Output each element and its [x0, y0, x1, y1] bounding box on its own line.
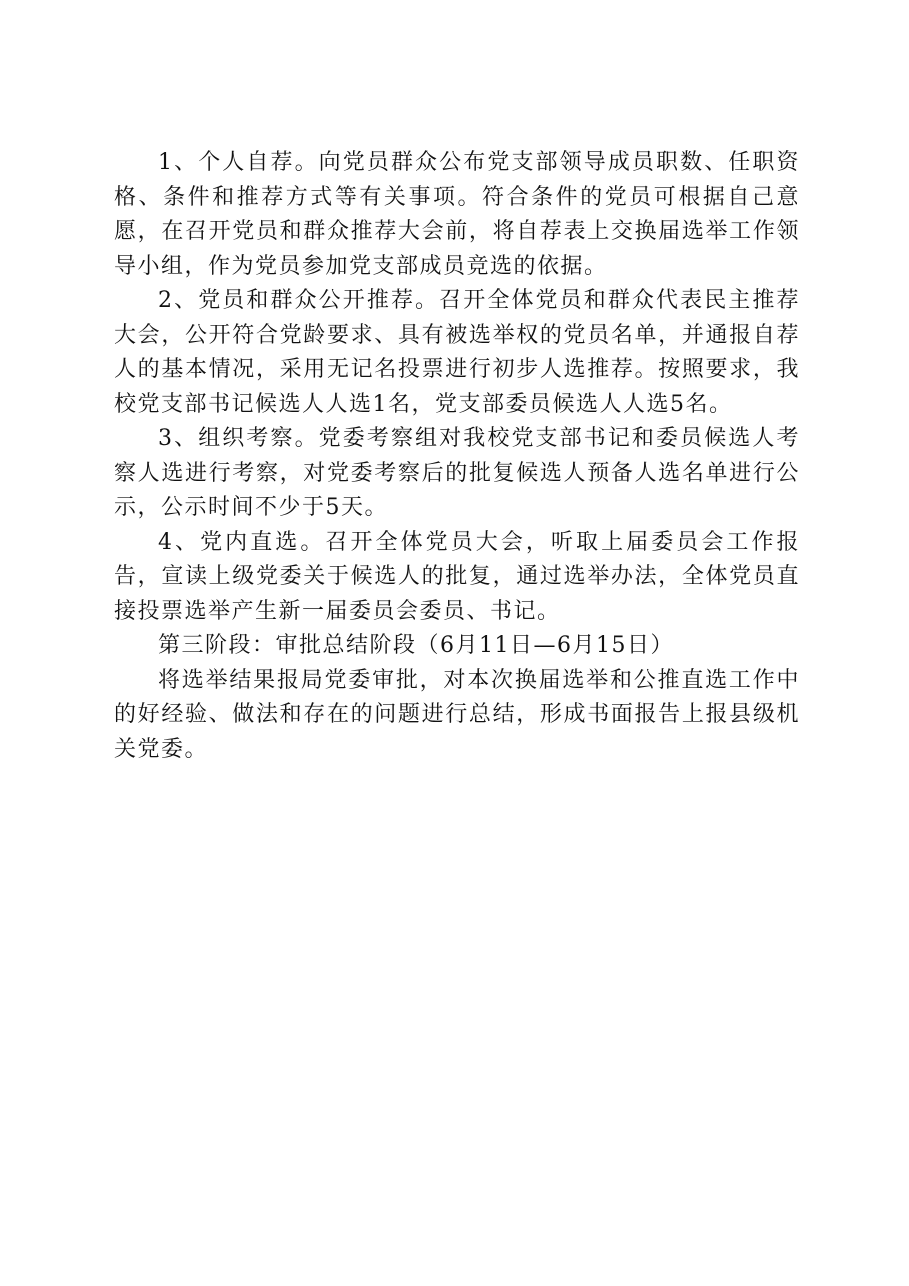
paragraph-approval-summary: 将选举结果报局党委审批，对本次换届选举和公推直选工作中的好经验、做法和存在的问题进行总结，形成书面报告上报县级机关党委。: [114, 667, 800, 762]
phase-three-heading: 第三阶段：审批总结阶段（6月11日—6月15日）: [158, 633, 674, 658]
paragraph-public-recommendation: 2、党员和群众公开推荐。召开全体党员和群众代表民主推荐大会，公开符合党龄要求、具有被选举权的党员名单，并通报自荐人的基本情况，采用无记名投票进行初步人选推荐。按照要求，我校党支部书记候选人人选1名，党支部委员候选人人选5名。: [114, 288, 800, 417]
paragraph-direct-election: 4、党内直选。召开全体党员大会，听取上届委员会工作报告，宣读上级党委关于候选人的批复，通过选举办法，全体党员直接投票选举产生新一届委员会委员、书记。: [114, 529, 800, 624]
document-body: [114, 146, 800, 767]
paragraph-organizational-inspection: 3、组织考察。党委考察组对我校党支部书记和委员候选人考察人选进行考察，对党委考察后的批复候选人预备人选名单进行公示，公示时间不少于5天。: [114, 426, 800, 520]
paragraph-self-recommendation: 1、个人自荐。向党员群众公布党支部领导成员职数、任职资格、条件和推荐方式等有关事项。符合条件的党员可根据自己意愿，在召开党员和群众推荐大会前，将自荐表上交换届选举工作领导小组，作为党员参加党支部成员竞选的依据。: [114, 150, 800, 279]
